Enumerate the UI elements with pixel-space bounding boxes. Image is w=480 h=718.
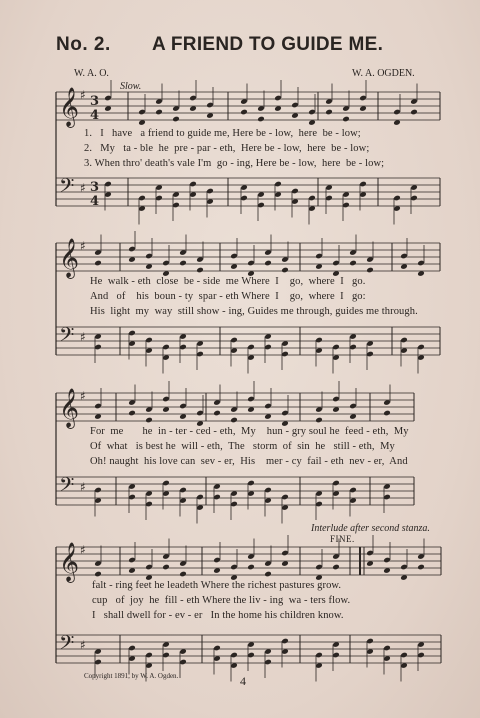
note-head	[366, 267, 374, 274]
bass-clef-icon: 𝄢	[59, 174, 75, 202]
sharp-icon: ♯	[80, 638, 86, 652]
note-head	[196, 267, 204, 274]
sharp-icon: ♯	[80, 543, 86, 557]
bass-clef-icon: 𝄢	[59, 323, 75, 351]
fine-marking: FINE.	[330, 534, 355, 544]
note-head	[155, 109, 163, 116]
hymn-number: No. 2.	[56, 34, 111, 55]
note-head	[257, 116, 265, 123]
lyric-line-s1-v1: 1. I have a friend to guide me, Here be - low, here be - low;	[84, 128, 361, 139]
lyric-line-s1-v3: 3. When thro' death's vale I'm go - ing, Here be - low, here be - low;	[84, 158, 385, 169]
sharp-icon: ♯	[80, 88, 86, 102]
interlude-note: Interlude after second stanza.	[311, 523, 430, 534]
lyric-line-s3-v1: For me he in - ter - ced - eth, My hun - gry soul he feed - eth, My	[90, 426, 409, 437]
note-head	[213, 410, 221, 417]
sharp-icon: ♯	[80, 239, 86, 253]
bass-clef-icon: 𝄢	[59, 473, 75, 501]
sharp-icon: ♯	[80, 480, 86, 494]
lyric-line-s2-v3: His light my way still show - ing, Guides me through, guides me through.	[90, 306, 418, 317]
note-head	[179, 571, 187, 578]
sharp-icon: ♯	[80, 389, 86, 403]
note-head	[128, 410, 136, 417]
time-signature-bottom: 4	[90, 108, 100, 123]
note-head	[332, 564, 340, 571]
note-head	[94, 571, 102, 578]
note-head	[240, 109, 248, 116]
time-signature-bottom: 4	[90, 194, 100, 209]
note-head	[145, 417, 153, 424]
note-head	[342, 116, 350, 123]
time-signature-top: 3	[90, 94, 100, 109]
note-head	[383, 410, 391, 417]
note-head	[264, 571, 272, 578]
note-head	[247, 564, 255, 571]
tempo-marking: Slow.	[120, 81, 142, 92]
lyric-line-s2-v1: He walk - eth close be - side me Where I go, where I go.	[90, 276, 366, 287]
note-head	[417, 564, 425, 571]
note-head	[172, 116, 180, 123]
lyricist-credit: W. A. O.	[74, 68, 109, 79]
sharp-icon: ♯	[80, 181, 86, 195]
lyric-line-s4-v3: I shall dwell for - ev - er In the home his children know.	[92, 610, 344, 621]
lyric-line-s2-v2: And of his boun - ty spar - eth Where I go, where I go:	[90, 291, 366, 302]
lyric-line-s4-v1: falt - ring feet he leadeth Where the richest pastures grow.	[92, 580, 342, 591]
page-number: 4	[240, 674, 246, 688]
lyric-line-s3-v2: Of what is best he will - eth, The storm of sin he still - eth, My	[90, 441, 395, 452]
sharp-icon: ♯	[80, 330, 86, 344]
lyric-line-s1-v2: 2. My ta - ble he pre - par - eth, Here be - low, here be - low;	[84, 143, 370, 154]
lyric-line-s3-v3: Oh! naught his love can sev - er, His mer - cy fail - eth nev - er, And	[90, 456, 408, 467]
treble-clef-icon: 𝄞	[59, 542, 80, 582]
lyric-line-s4-v2: cup of joy he fill - eth Where the liv - ing wa - ters flow.	[92, 595, 351, 606]
note-head	[264, 260, 272, 267]
hymn-title: A FRIEND TO GUIDE ME.	[152, 34, 384, 55]
note-head	[162, 564, 170, 571]
note-head	[281, 267, 289, 274]
treble-clef-icon: 𝄞	[59, 87, 80, 127]
bass-clef-icon: 𝄢	[59, 631, 75, 659]
treble-clef-icon: 𝄞	[59, 388, 80, 428]
treble-clef-icon: 𝄞	[59, 238, 80, 278]
note-head	[315, 417, 323, 424]
note-head	[230, 417, 238, 424]
note-head	[94, 260, 102, 267]
note-head	[325, 109, 333, 116]
note-head	[349, 260, 357, 267]
copyright-notice: Copyright 1891, by W. A. Ogden.	[84, 672, 179, 680]
note-head	[410, 109, 418, 116]
composer-credit: W. A. OGDEN.	[352, 68, 415, 79]
note-head	[179, 260, 187, 267]
time-signature-top: 3	[90, 180, 100, 195]
